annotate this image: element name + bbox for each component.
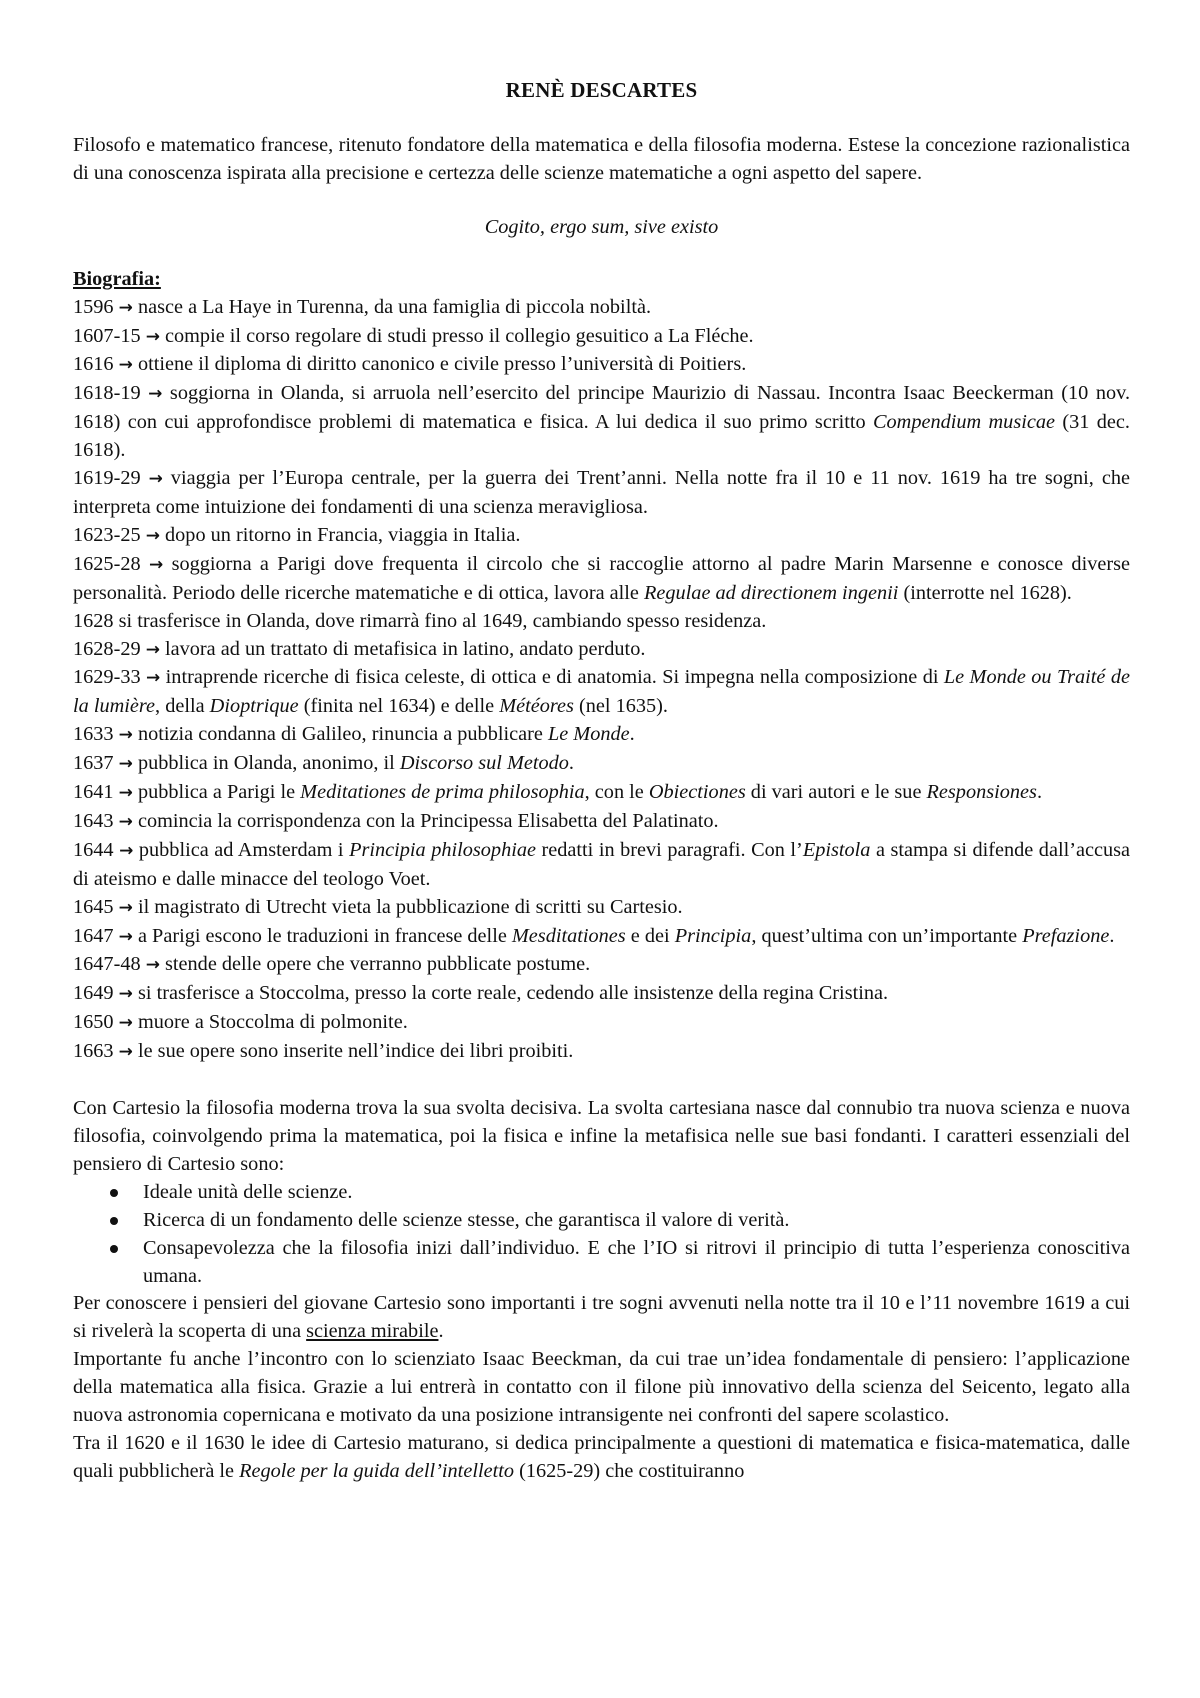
biography-text: . — [1036, 781, 1043, 804]
arrow-right-icon: → — [118, 984, 133, 1005]
biography-work-title: Mesditationes — [511, 924, 626, 947]
biography-year: 1650 — [73, 1011, 114, 1034]
arrow-right-icon: → — [118, 926, 133, 947]
biography-year: 1607-15 — [73, 324, 141, 347]
arrow-right-icon: → — [148, 554, 164, 575]
biography-year: 1628 — [73, 609, 114, 632]
biography-text: a Parigi escono le traduzioni in francese delle — [137, 924, 512, 947]
biography-text: (nel 1635). — [573, 695, 668, 718]
arrow-right-icon: → — [145, 639, 160, 660]
biography-text: redatti in brevi paragrafi. Con l’ — [536, 838, 803, 861]
biography-year: 1619-29 — [73, 467, 141, 490]
biography-text: lavora ad un trattato di metafisica in latino, andato perduto. — [165, 637, 646, 660]
paragraph-sogni-text: Per conoscere i pensieri del giovane Cartesio sono importanti i tre sogni avvenuti nella notte tra il 10 e l’11 novembre 1619 a cui si rivelerà la scoperta di una — [73, 1292, 1130, 1343]
biography-entry — [73, 951, 1130, 980]
biography-text: dopo un ritorno in Francia, viaggia in Italia. — [165, 523, 521, 546]
biography-text: . — [1109, 924, 1115, 947]
biography-year: 1663 — [73, 1040, 114, 1063]
biography-text: , della — [155, 695, 210, 718]
arrow-right-icon: → — [118, 297, 133, 318]
biography-entry — [73, 522, 1130, 551]
biography-text: , con le — [584, 781, 649, 804]
biography-text: nasce a La Haye in Turenna, da una famiglia di piccola nobiltà. — [137, 295, 652, 318]
biography-work-title: Responsiones — [926, 781, 1037, 804]
paragraph-regole-text: Tra il 1620 e il 1630 le idee di Cartesio maturano, si dedica principalmente a questioni di matematica e fisica-matematica, dalle quali pubblicherà le — [73, 1431, 1130, 1482]
arrow-right-icon: → — [119, 840, 134, 861]
biography-year: 1649 — [73, 982, 114, 1005]
paragraph-sogni — [73, 1290, 1130, 1346]
biography-work-title: Principia — [674, 924, 752, 947]
biography-text: a stampa si difende dall’accusa di ateismo e dalle minacce del teologo Voet. — [73, 838, 1131, 890]
paragraph-beeckman: Importante fu anche l’incontro con lo scienziato Isaac Beeckman, da cui trae un’idea fondamentale di pensiero: l’applicazione della matematica alla fisica. Grazie a lui entrerà in contatto con il filone più innovativo della scienza del Seicento, legato alla nuova astronomia copernicana e motivato da una posizione intransigente nei confronti del sapere scolastico. — [73, 1348, 1130, 1427]
scienza-mirabile-underlined: scienza mirabile — [306, 1320, 439, 1343]
characteristic-item: Ideale unità delle scienze. — [143, 1179, 1130, 1207]
arrow-right-icon: → — [118, 725, 133, 746]
arrow-right-icon: → — [148, 469, 163, 490]
arrow-right-icon: → — [118, 1042, 133, 1063]
biography-year: 1625-28 — [73, 552, 141, 575]
biography-year: 1647-48 — [73, 953, 141, 976]
arrow-right-icon: → — [118, 897, 133, 918]
biography-entry — [73, 664, 1130, 721]
characteristic-item: Ricerca di un fondamento delle scienze stesse, che garantisca il valore di verità. — [143, 1207, 1130, 1235]
biography-year: 1647 — [73, 924, 114, 947]
biography-entry — [73, 894, 1130, 923]
biography-year: 1629-33 — [73, 666, 141, 689]
biography-text: si trasferisce a Stoccolma, presso la corte reale, cedendo alle insistenze della regina Cristina. — [137, 982, 889, 1005]
biography-text: . — [629, 723, 635, 746]
biography-year: 1644 — [73, 838, 114, 861]
arrow-right-icon: → — [118, 811, 133, 832]
biography-work-title: Compendium musicae — [873, 411, 1055, 434]
biography-entry — [73, 608, 1130, 636]
biography-work-title: Météores — [499, 695, 574, 718]
biography-year: 1637 — [73, 752, 114, 775]
arrow-right-icon: → — [118, 754, 133, 775]
biography-work-title: Discorso sul Metodo — [399, 752, 569, 775]
biography-text: soggiorna a Parigi dove frequenta il circolo che si raccoglie attorno al padre Marin Marsenne e conosce diverse personalità. Periodo delle ricerche matematiche e di ottica, lavora alle — [73, 552, 1130, 604]
biography-heading: Biografia: — [73, 267, 161, 290]
biography-text: soggiorna in Olanda, si arruola nell’esercito del principe Maurizio di Nassau. Incontra Isaac Beeckerman (10 nov. 1618) con cui approfondisce problemi di matematica e fisica. A lui dedica il suo primo scritto — [73, 382, 1131, 434]
characteristic-item: Consapevolezza che la filosofia inizi dall’individuo. E che l’IO si ritrovi il principio di tutta l’esperienza conoscitiva umana. — [143, 1235, 1130, 1291]
regole-title-italic: Regole per la guida dell’intelletto — [239, 1459, 514, 1482]
biography-year: 1633 — [73, 723, 114, 746]
paragraph-regole-end: (1625-29) che costituiranno — [514, 1459, 745, 1482]
biography-year: 1623-25 — [73, 523, 141, 546]
biography-work-title: Epistola — [802, 838, 871, 861]
paragraph-sogni-end: . — [438, 1320, 444, 1343]
biography-year: 1616 — [73, 353, 114, 376]
biography-text: compie il corso regolare di studi presso il collegio gesuitico a La Fléche. — [165, 324, 754, 347]
biography-entry — [73, 636, 1130, 665]
biography-text: pubblica in Olanda, anonimo, il — [137, 752, 400, 775]
biography-text: , quest’ultima con un’importante — [751, 924, 1023, 947]
quote: Cogito, ergo sum, sive existo — [484, 215, 719, 238]
biography-year: 1596 — [73, 295, 114, 318]
biography-work-title: Meditationes de prima philosophia — [300, 781, 585, 804]
biography-entry — [73, 837, 1130, 894]
biography-text: (finita nel 1634) e delle — [298, 695, 500, 718]
biography-entry — [73, 465, 1130, 522]
biography-text: pubblica a Parigi le — [137, 781, 301, 804]
biography-entry — [73, 351, 1130, 380]
arrow-right-icon: → — [118, 783, 133, 804]
arrow-right-icon: → — [146, 668, 161, 689]
biography-year: 1643 — [73, 809, 114, 832]
biography-entry — [73, 721, 1130, 750]
intro-paragraph: Filosofo e matematico francese, ritenuto fondatore della matematica e della filosofia moderna. Estese la concezione razionalistica di una conoscenza ispirata alla precisione e certezza delle scienze matematiche a ogni aspetto del sapere. — [73, 134, 1130, 184]
paragraph-svolta: Con Cartesio la filosofia moderna trova la sua svolta decisiva. La svolta cartesiana nasce dal connubio tra nuova scienza e nuova filosofia, coinvolgendo prima la matematica, poi la fisica e infine la metafisica nelle sue basi fondanti. I caratteri essenziali del pensiero di Cartesio sono: — [73, 1097, 1130, 1175]
biography-text: di vari autori e le sue — [745, 781, 927, 804]
arrow-right-icon: → — [118, 1013, 133, 1034]
biography-entry — [73, 1009, 1130, 1038]
biography-entry — [73, 750, 1130, 779]
biography-text: (interrotte nel 1628). — [898, 581, 1072, 604]
biography-text: il magistrato di Utrecht vieta la pubblicazione di scritti su Cartesio. — [137, 895, 683, 918]
biography-work-title: Dioptrique — [209, 695, 299, 718]
biography-text: stende delle opere che verranno pubblicate postume. — [165, 953, 591, 976]
biography-entry — [73, 323, 1130, 352]
arrow-right-icon: → — [118, 355, 133, 376]
biography-entry — [73, 380, 1130, 465]
biography-year: 1628-29 — [73, 637, 141, 660]
biography-work-title: Regulae ad directionem ingenii — [644, 581, 899, 604]
biography-work-title: Le Monde ou Traité de la lumière — [73, 666, 1130, 718]
biography-text: intraprende ricerche di fisica celeste, di ottica e di anatomia. Si impegna nella composizione di — [165, 666, 944, 689]
arrow-right-icon: → — [148, 384, 163, 405]
biography-entry — [73, 551, 1130, 608]
biography-text: ottiene il diploma di diritto canonico e civile presso l’università di Poitiers. — [137, 353, 747, 376]
biography-list — [73, 294, 1130, 1067]
arrow-right-icon: → — [145, 525, 160, 546]
paragraph-regole — [73, 1430, 1130, 1486]
document-title: RENÈ DESCARTES — [505, 78, 698, 102]
biography-text: viaggia per l’Europa centrale, per la guerra dei Trent’anni. Nella notte fra il 10 e 11 nov. 1619 ha tre sogni, che interpreta come intuizione dei fondamenti di una scienza meravigliosa. — [73, 467, 1130, 518]
biography-text: comincia la corrispondenza con la Principessa Elisabetta del Palatinato. — [137, 809, 719, 832]
biography-text: e dei — [625, 924, 675, 947]
biography-year: 1645 — [73, 895, 114, 918]
biography-year: 1618-19 — [73, 382, 141, 405]
characteristics-list — [73, 1179, 1130, 1291]
biography-text: pubblica ad Amsterdam i — [138, 838, 350, 861]
biography-entry — [73, 294, 1130, 323]
biography-entry — [73, 808, 1130, 837]
biography-entry — [73, 1038, 1130, 1067]
biography-text: . — [568, 752, 574, 775]
biography-text: muore a Stoccolma di polmonite. — [137, 1011, 408, 1034]
biography-work-title: Obiectiones — [648, 781, 746, 804]
biography-year: 1641 — [73, 781, 114, 804]
arrow-right-icon: → — [145, 955, 160, 976]
biography-work-title: Le Monde — [547, 723, 630, 746]
biography-work-title: Principia philosophiae — [349, 838, 536, 861]
biography-entry — [73, 923, 1130, 952]
biography-work-title: Prefazione — [1022, 924, 1110, 947]
biography-text: notizia condanna di Galileo, rinuncia a pubblicare — [137, 723, 548, 746]
arrow-right-icon: → — [145, 326, 160, 347]
biography-text: le sue opere sono inserite nell’indice dei libri proibiti. — [137, 1040, 574, 1063]
biography-entry — [73, 779, 1130, 808]
biography-text: si trasferisce in Olanda, dove rimarrà fino al 1649, cambiando spesso residenza. — [118, 609, 767, 632]
biography-text: (31 dec. 1618). — [73, 411, 1130, 462]
biography-entry — [73, 980, 1130, 1009]
